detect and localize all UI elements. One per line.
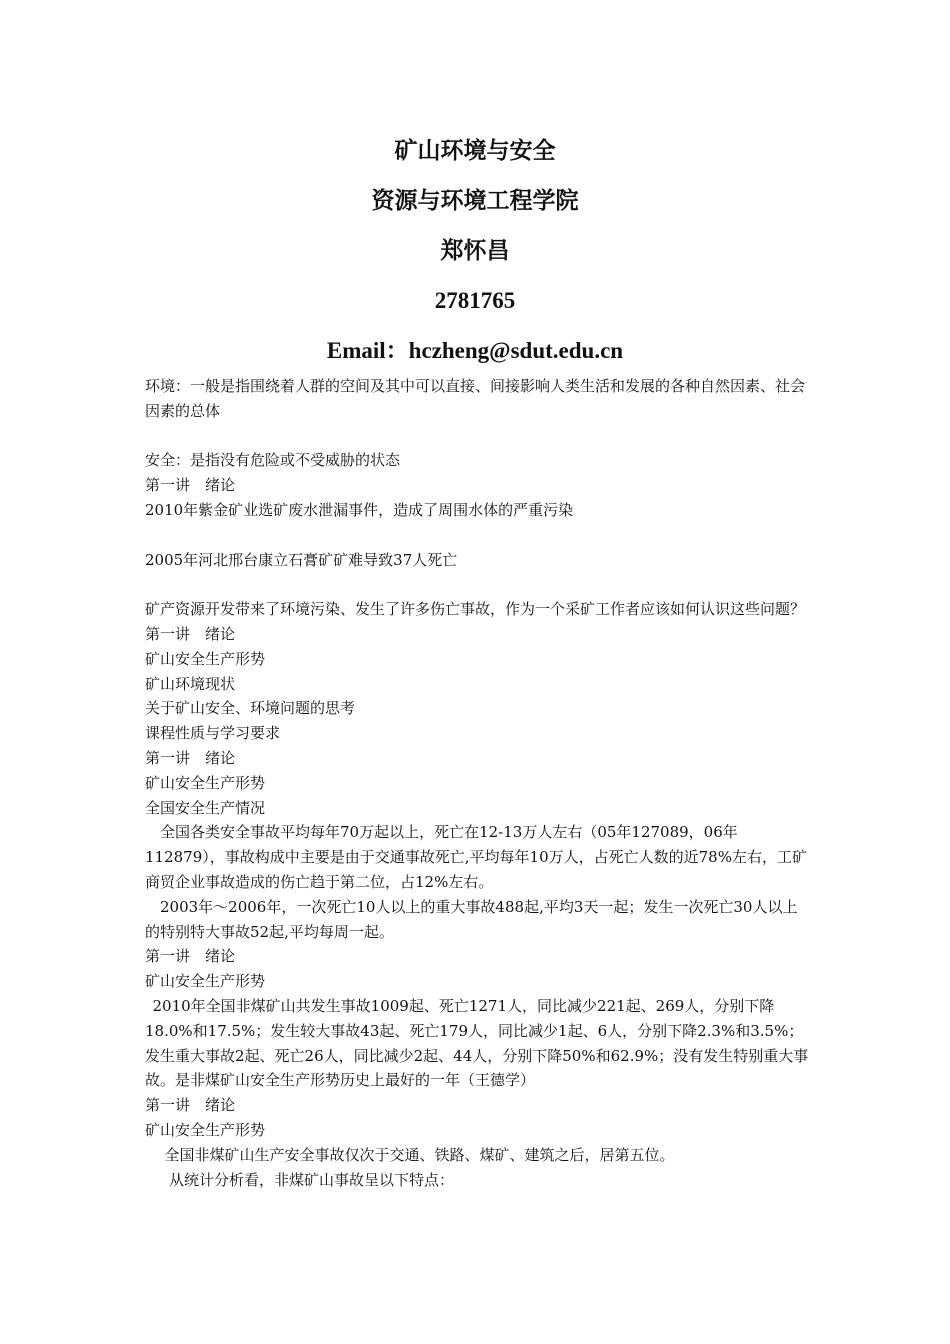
section-heading: 第一讲 绪论 (145, 1096, 236, 1115)
outline-item: 课程性质与学习要求 (145, 724, 281, 743)
paragraph: 2010年紫金矿业选矿废水泄漏事件，造成了周围水体的严重污染 (145, 500, 574, 519)
section-heading: 第一讲 绪论 (145, 624, 236, 643)
blank-line (145, 424, 809, 449)
paragraph: 2003年～2006年，一次死亡10人以上的重大事故488起,平均3天一起；发生一次死亡30人以上的特别特大事故52起,平均每周一起。 (145, 897, 798, 941)
subsection-heading: 矿山安全生产形势 (145, 972, 266, 991)
paragraph: 全国非煤矿山生产安全事故仅次于交通、铁路、煤矿、建筑之后，居第五位。 (164, 1145, 675, 1164)
phone-number: 2781765 (434, 288, 516, 313)
outline-item: 矿山环境现状 (145, 674, 236, 693)
paragraph: 全国各类安全事故平均每年70万起以上，死亡在12-13万人左右（05年127089，06年112879），事故构成中主要是由于交通事故死亡,平均每年10万人，占死亡人数的近78%左右，工矿商贸企业事故造成的伤亡趋于第二位，占12%左右。 (145, 823, 807, 891)
outline-item: 矿山安全生产形势 (145, 649, 266, 668)
paragraph: 2005年河北邢台康立石膏矿矿难导致37人死亡 (145, 550, 458, 569)
outline-item: 关于矿山安全、环境问题的思考 (145, 699, 356, 718)
section-heading: 第一讲 绪论 (145, 947, 236, 966)
email-address: Email：hczheng@sdut.edu.cn (326, 338, 624, 363)
school-name: 资源与环境工程学院 (371, 188, 579, 213)
paragraph: 矿产资源开发带来了环境污染、发生了许多伤亡事故，作为一个采矿工作者应该如何认识这些问题？ (145, 600, 806, 619)
author-name: 郑怀昌 (440, 238, 510, 263)
section-heading: 第一讲 绪论 (145, 476, 236, 495)
blank-line (145, 523, 809, 548)
subsection-heading: 全国安全生产情况 (145, 798, 266, 817)
document-title: 矿山环境与安全 (394, 138, 556, 163)
blank-line (145, 572, 809, 597)
section-heading: 第一讲 绪论 (145, 748, 236, 767)
paragraph: 2010年全国非煤矿山共发生事故1009起、死亡1271人，同比减少221起、269人，分别下降18.0%和17.5%；发生较大事故43起、死亡179人，同比减少1起、6人，分别下降2.3%和3.5%；发生重大事故2起、死亡26人，同比减少2起、44人，分别下降50%和62.9%；没有发生特别重大事故。是非煤矿山安全生产形势历史上最好的一年（王德学） (145, 996, 809, 1090)
paragraph-environment-definition: 环境：一般是指围绕着人群的空间及其中可以直接、间接影响人类生活和发展的各种自然因素、社会因素的总体 (145, 377, 806, 420)
subsection-heading: 矿山安全生产形势 (145, 1120, 266, 1139)
paragraph: 从统计分析看，非煤矿山事故呈以下特点： (169, 1170, 455, 1189)
document-body (145, 374, 809, 1192)
paragraph-safety-definition: 安全：是指没有危险或不受威胁的状态 (145, 451, 401, 470)
subsection-heading: 矿山安全生产形势 (145, 773, 266, 792)
